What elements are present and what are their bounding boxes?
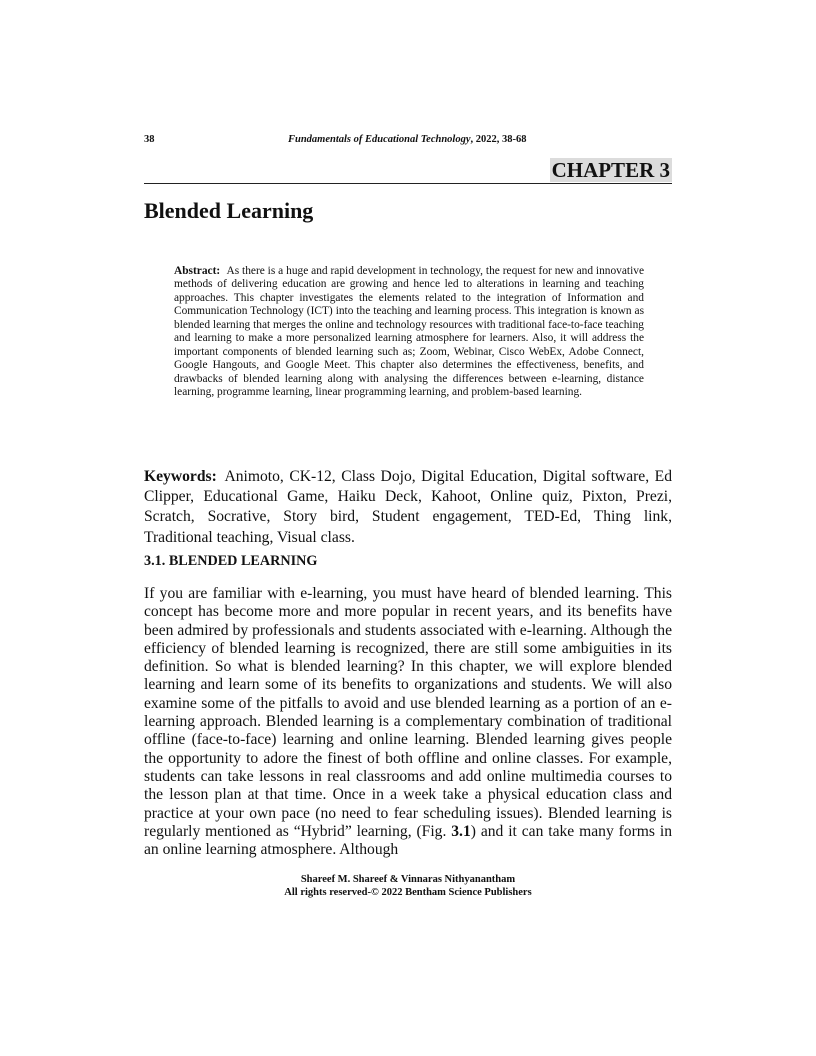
abstract-label: Abstract: <box>174 265 221 277</box>
footer-authors: Shareef M. Shareef & Vinnaras Nithyanantham <box>300 874 516 885</box>
abstract-text: As there is a huge and rapid development in technology, the request for new and innovative methods of delivering education are growing and hence led to alterations in learning and teaching approaches. This chapter investigates the elements related to the integration of Information and Communication Technology (ICT) into the teaching and learning process. This integration is known as blended learning that merges the online and technology resources with traditional face-to-face teaching and learning to make a more personalized learning atmosphere for learners. Also, it will address the important components of blended learning such as; Zoom, Webinar, Cisco WebEx, Adobe Connect, Google Hangouts, and Google Meet. This chapter also determines the effectiveness, benefits, and drawbacks of blended learning along with analysing the differences between e-learning, distance learning, programme learning, linear programming learning, and problem-based learning. <box>174 265 645 399</box>
chapter-label: CHAPTER 3 <box>551 158 670 182</box>
journal-details: , 2022, 38-68 <box>470 134 527 145</box>
journal-title: Fundamentals of Educational Technology <box>288 134 471 145</box>
keywords-label: Keywords: <box>144 468 217 485</box>
page-number: 38 <box>144 134 155 145</box>
keywords-text: Animoto, CK-12, Class Dojo, Digital Education, Digital software, Ed Clipper, Educational Game, Haiku Deck, Kahoot, Online quiz, Pixton, Prezi, Scratch, Socrative, Story bird, Student engagement, TED-Ed, Thing link, Traditional teaching, Visual class. <box>144 468 672 546</box>
abstract <box>174 265 644 400</box>
chapter-title: Blended Learning <box>144 198 314 223</box>
header-rule <box>144 183 672 184</box>
section-body <box>144 585 672 859</box>
keywords <box>144 467 672 548</box>
running-head <box>144 134 672 150</box>
page-footer <box>144 873 672 899</box>
figure-reference[interactable]: 3.1 <box>451 822 471 840</box>
journal-citation <box>288 134 527 145</box>
body-text-part-1: If you are familiar with e-learning, you must have heard of blended learning. This concept has become more and more popular in recent years, and its benefits have been admired by professionals and students associated with e-learning. Although the efficiency of blended learning is recognized, there are still some ambiguities in its definition. So what is blended learning? In this chapter, we will explore blended learning and learn some of its benefits to organizations and students. We will also examine some of the pitfalls to avoid and use blended learning as a portion of an e-learning approach. Blended learning is a complementary combination of traditional offline (face-to-face) learning and online learning. Blended learning gives people the opportunity to adore the finest of both offline and online classes. For example, students can take lessons in real classrooms and add online multimedia courses to the lesson plan at that time. Once in a week take a physical education class and practice at your own pace (no need to fear scheduling issues). Blended learning is regularly mentioned as “Hybrid” learning, (Fig. <box>144 585 672 840</box>
body-text-part-2: ) and it can take many forms in an online learning atmosphere. Although <box>144 822 673 859</box>
section-heading: 3.1. BLENDED LEARNING <box>144 553 318 569</box>
footer-rights: All rights reserved-© 2022 Bentham Science Publishers <box>284 887 532 898</box>
